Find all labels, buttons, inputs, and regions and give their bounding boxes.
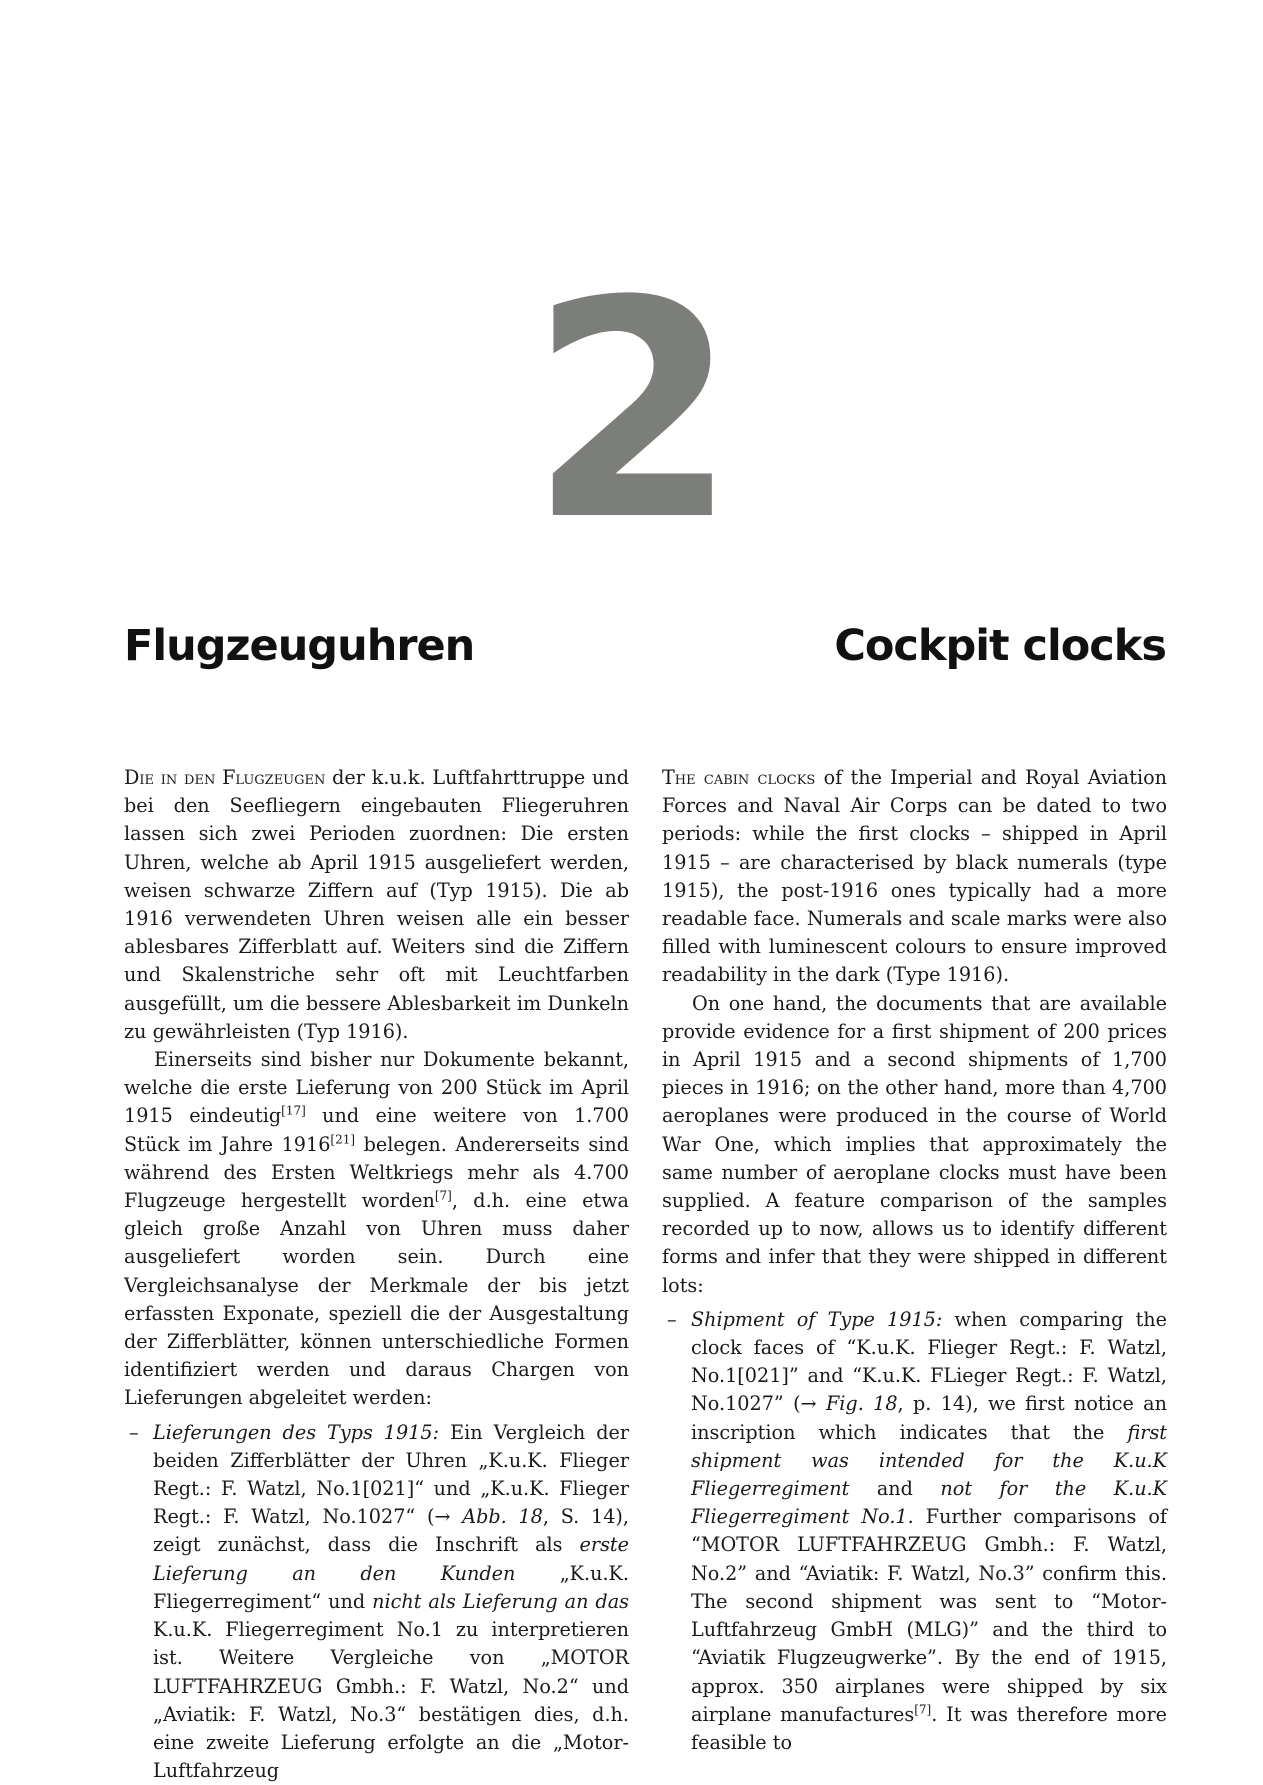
german-paragraph-1: Die in den Flugzeugen der k.u.k. Luftfahrttruppe und bei den Seefliegern eingebauten Fliegeruhren lassen sich zwei Perioden zuordnen: Die ersten Uhren, welche ab April 1915 ausgeliefert werden, weisen schwarze Ziffern auf (Typ 1915). Die ab 1916 verwendeten Uhren weisen alle ein besser ablesbares Zifferblatt auf. Weiters sind die Ziffern und Skalenstriche sehr oft mit Leuchtfarben ausgefüllt, um die bessere Ablesbarkeit im Dunkeln zu gewährleisten (Typ 1916). (124, 766, 629, 1043)
english-list-item: – Shipment of Type 1915: when comparing the clock faces of “K.u.K. Flieger Regt.: F. Watzl, No.1[021]” and “K.u.K. FLieger Regt.: F. Watzl, No.1027” (→ Fig. 18, p. 14), we first notice an inscription which indicates that the first shipment was intended for the K.u.K Fliegerregiment and not for the K.u.K Fliegerregiment No.1. Further comparisons of “MOTOR LUFTFAHRZEUG Gmbh.: F. Watzl, No.2” and “Aviatik: F. Watzl, No.3” confirm this. The second shipment was sent to “Motor-Luftfahrzeug GmbH (MLG)” and the third to “Aviatik Flugzeugwerke”. By the end of 1915, approx. 350 airplanes were shipped by six airplane manufactures[7]. It was therefore more feasible to (691, 1306, 1167, 1757)
german-list-item: – Lieferungen des Typs 1915: Ein Vergleich der beiden Zifferblätter der Uhren „K.u.K. Flieger Regt.: F. Watzl, No.1[021]“ und „K.u.K. Flieger Regt.: F. Watzl, No.1027“ (→ Abb. 18, S. 14), zeigt zunächst, dass die Inschrift als erste Lieferung an den Kunden „K.u.K. Fliegerregiment“ und nicht als Lieferung an das K.u.K. Fliegerregiment No.1 zu interpretieren ist. Weitere Vergleiche von „MOTOR LUFTFAHRZEUG Gmbh.: F. Watzl, No.2“ und „Aviatik: F. Watzl, No.3“ bestätigen dies, d.h. eine zweite Lieferung erfolgte an die „Motor-Luftfahrzeug (153, 1419, 629, 1785)
german-column (124, 764, 629, 1785)
german-list (124, 1419, 629, 1785)
figure-ref: Fig. 18 (825, 1392, 898, 1416)
chapter-title-english: Cockpit clocks (834, 621, 1166, 671)
german-paragraph-2: Einerseits sind bisher nur Dokumente bekannt, welche die erste Lieferung von 200 Stück im April 1915 eindeutig[17] und eine weitere von 1.700 Stück im Jahre 1916[21] belegen. Andererseits sind während des Ersten Weltkriegs mehr als 4.700 Flugzeuge hergestellt worden[7], d.h. eine etwa gleich große Anzahl von Uhren muss daher ausgeliefert worden sein. Durch eine Vergleichsanalyse der Merkmale der bis jetzt erfassten Exponate, speziell die der Ausgestaltung der Zifferblätter, können unterschiedliche Formen identifiziert werden und daraus Chargen von Lieferungen abgeleitet werden: (124, 1048, 630, 1410)
citation-ref: [7] (914, 1702, 932, 1717)
chapter-title-german: Flugzeuguhren (124, 621, 475, 671)
english-list (662, 1306, 1167, 1757)
citation-ref: [7] (434, 1188, 452, 1203)
english-paragraph-2: On one hand, the documents that are available provide evidence for a first shipment of 200 prices in April 1915 and a second shipments of 1,700 pieces in 1916; on the other hand, more than 4,700 aeroplanes were produced in the course of World War One, which implies that approximately the same number of aeroplane clocks must have been supplied. A feature comparison of the samples recorded up to now, allows us to identify different forms and infer that they were shipped in different lots: (662, 991, 1167, 1297)
english-lead-in: The cabin clocks (662, 766, 816, 789)
citation-ref: [21] (330, 1132, 356, 1147)
citation-ref: [17] (281, 1104, 306, 1119)
german-lead-in: Die in den Flugzeugen (124, 766, 326, 789)
english-paragraph-1: The cabin clocks of the Imperial and Royal Aviation Forces and Naval Air Corps can be dated to two periods: while the first clocks – shipped in April 1915 – are characterised by black numerals (type 1915), the post-1916 ones typically had a more readable face. Numerals and scale marks were also filled with luminescent colours to ensure improved readability in the dark (Type 1916). (662, 766, 1167, 987)
chapter-number: 2 (529, 237, 734, 586)
english-column (662, 764, 1167, 1757)
figure-ref: Abb. 18 (462, 1505, 543, 1529)
